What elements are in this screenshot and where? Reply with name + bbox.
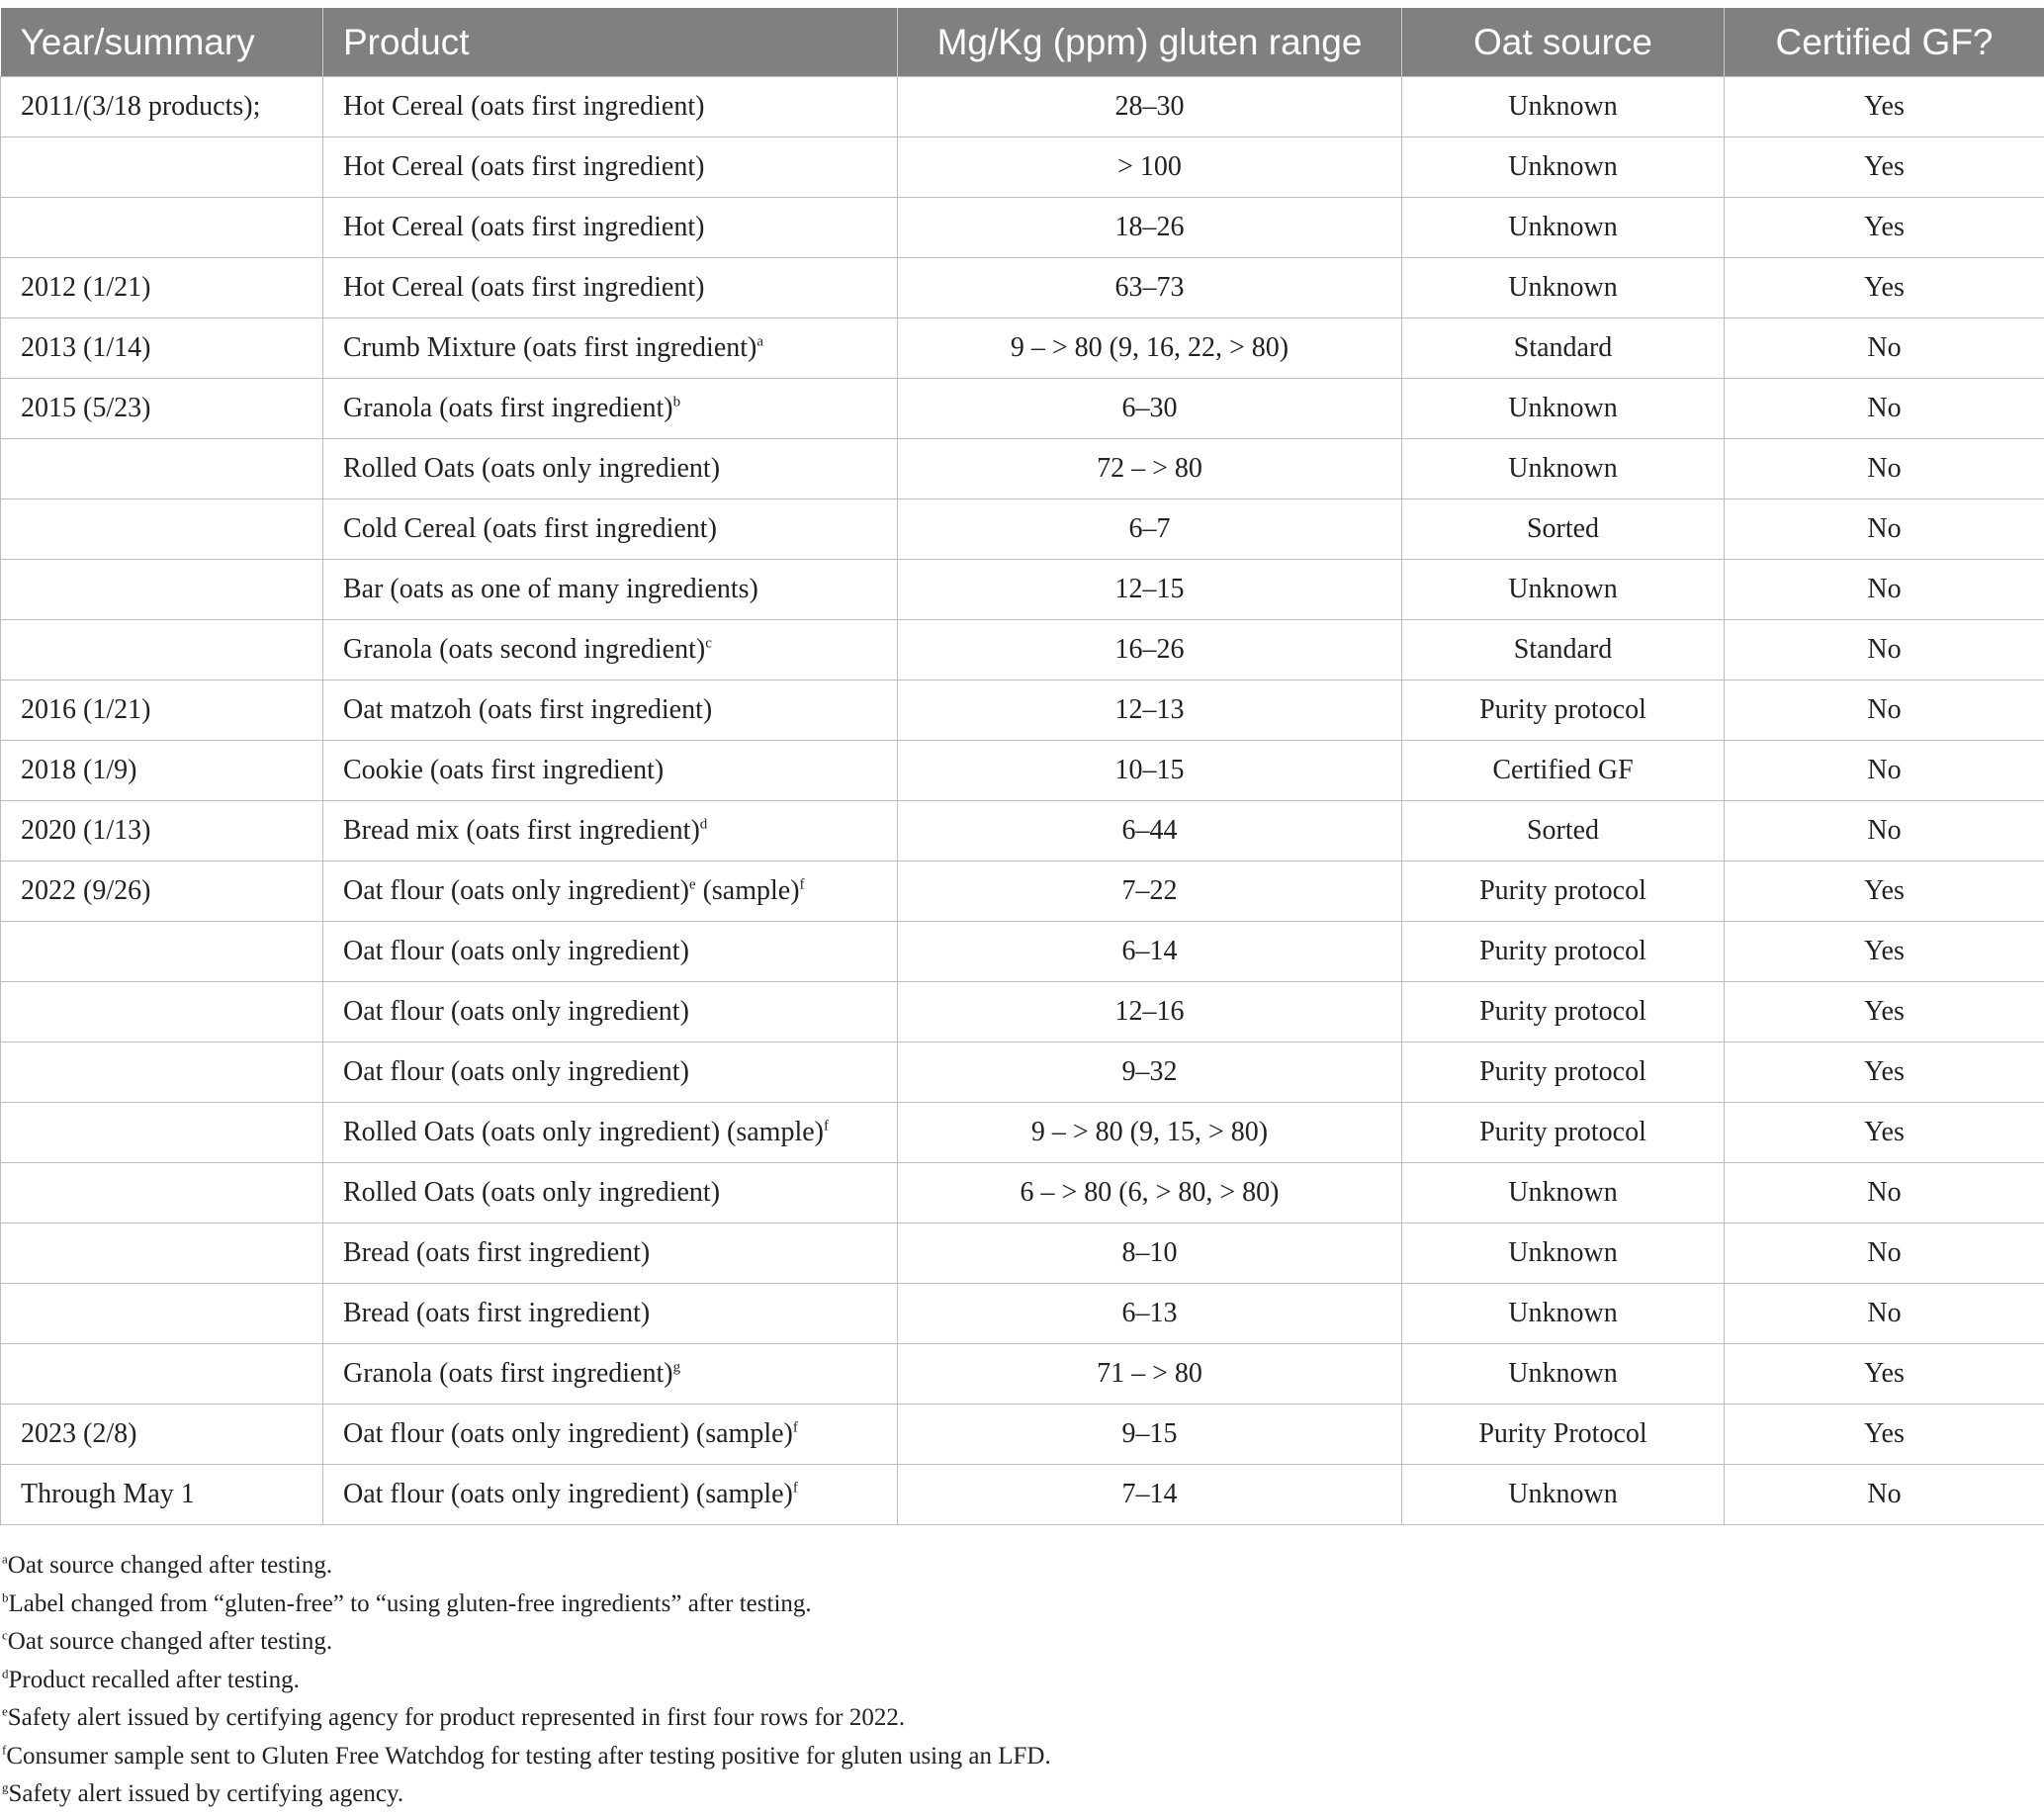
footnote <box>0 1699 2044 1738</box>
footnote <box>0 1623 2044 1662</box>
cell-gluten-range: 71 – > 80 <box>898 1344 1402 1405</box>
cell-oat-source: Purity protocol <box>1402 680 1725 741</box>
footnote-mark: f <box>800 877 805 893</box>
cell-year <box>1 1465 323 1525</box>
cell-oat-source: Unknown <box>1402 379 1725 439</box>
table-row <box>1 1103 2044 1163</box>
cell-product <box>323 1284 898 1344</box>
footnote-text: Consumer sample sent to Gluten Free Watchdog for testing after testing positive for gluten using an LFD. <box>6 1743 1050 1769</box>
footnote-letter: a <box>2 1552 8 1567</box>
cell-oat-source: Unknown <box>1402 1163 1725 1224</box>
cell-gluten-range: 12–15 <box>898 560 1402 620</box>
cell-product <box>323 198 898 258</box>
cell-gluten-range: 28–30 <box>898 77 1402 137</box>
table-row <box>1 680 2044 741</box>
header-row <box>1 8 2044 77</box>
table-row <box>1 198 2044 258</box>
cell-product <box>323 77 898 137</box>
cell-gluten-range: 7–14 <box>898 1465 1402 1525</box>
footnote-letter: b <box>2 1589 9 1604</box>
cell-certified: No <box>1725 318 2044 379</box>
product-text: Oat matzoh (oats first ingredient) <box>343 694 712 725</box>
product-text: Hot Cereal (oats first ingredient) <box>343 91 704 122</box>
cell-year <box>1 258 323 318</box>
footnote <box>0 1547 2044 1586</box>
header-gluten-range: Mg/Kg (ppm) gluten range <box>898 8 1402 77</box>
footnote-mark: e <box>689 877 696 893</box>
table-row <box>1 137 2044 198</box>
cell-oat-source: Unknown <box>1402 77 1725 137</box>
footnote-text: Safety alert issued by certifying agency. <box>9 1780 404 1807</box>
table-row <box>1 318 2044 379</box>
table-row <box>1 1224 2044 1284</box>
cell-certified: Yes <box>1725 1344 2044 1405</box>
cell-certified: Yes <box>1725 982 2044 1043</box>
product-text: Oat flour (oats only ingredient) <box>343 996 689 1027</box>
cell-oat-source: Unknown <box>1402 1224 1725 1284</box>
cell-year <box>1 1043 323 1103</box>
cell-oat-source: Purity Protocol <box>1402 1405 1725 1465</box>
cell-product <box>323 439 898 499</box>
footnote-mark: f <box>793 1420 798 1436</box>
cell-certified: No <box>1725 680 2044 741</box>
cell-product <box>323 680 898 741</box>
cell-year <box>1 1405 323 1465</box>
cell-year <box>1 198 323 258</box>
cell-product <box>323 379 898 439</box>
footnote-letter: f <box>2 1742 6 1757</box>
table-row <box>1 862 2044 922</box>
cell-year <box>1 439 323 499</box>
footnote <box>0 1775 2044 1814</box>
cell-product <box>323 499 898 560</box>
cell-oat-source: Purity protocol <box>1402 1103 1725 1163</box>
footnote-text: Label changed from “gluten-free” to “using gluten-free ingredients” after testing. <box>9 1590 812 1617</box>
cell-gluten-range: 9 – > 80 (9, 15, > 80) <box>898 1103 1402 1163</box>
table-row <box>1 379 2044 439</box>
product-text: Hot Cereal (oats first ingredient) <box>343 151 704 182</box>
cell-year <box>1 801 323 862</box>
cell-product <box>323 801 898 862</box>
cell-certified: No <box>1725 499 2044 560</box>
cell-oat-source: Unknown <box>1402 1344 1725 1405</box>
cell-certified: Yes <box>1725 198 2044 258</box>
cell-gluten-range: 8–10 <box>898 1224 1402 1284</box>
cell-gluten-range: 72 – > 80 <box>898 439 1402 499</box>
cell-product <box>323 1224 898 1284</box>
cell-oat-source: Certified GF <box>1402 741 1725 801</box>
cell-certified: No <box>1725 439 2044 499</box>
cell-oat-source: Unknown <box>1402 560 1725 620</box>
cell-gluten-range: 9 – > 80 (9, 16, 22, > 80) <box>898 318 1402 379</box>
year-text: 2013 (1/14) <box>21 332 150 363</box>
cell-year <box>1 1284 323 1344</box>
cell-certified: Yes <box>1725 922 2044 982</box>
footnote-mark: b <box>673 395 681 410</box>
cell-certified: No <box>1725 801 2044 862</box>
cell-product <box>323 922 898 982</box>
product-text: Bread (oats first ingredient) <box>343 1237 650 1268</box>
cell-certified: No <box>1725 1465 2044 1525</box>
cell-year <box>1 379 323 439</box>
cell-year <box>1 1163 323 1224</box>
cell-certified: Yes <box>1725 137 2044 198</box>
cell-product <box>323 560 898 620</box>
header-oat-source: Oat source <box>1402 8 1725 77</box>
product-text: Bread mix (oats first ingredient) <box>343 815 700 846</box>
cell-year <box>1 1344 323 1405</box>
cell-oat-source: Unknown <box>1402 258 1725 318</box>
cell-year <box>1 560 323 620</box>
cell-certified: Yes <box>1725 77 2044 137</box>
product-text: Oat flour (oats only ingredient) <box>343 1056 689 1087</box>
cell-gluten-range: 6–13 <box>898 1284 1402 1344</box>
cell-gluten-range: 12–16 <box>898 982 1402 1043</box>
table-row <box>1 922 2044 982</box>
gluten-table <box>0 8 2044 1525</box>
cell-oat-source: Unknown <box>1402 198 1725 258</box>
year-text: 2023 (2/8) <box>21 1418 136 1449</box>
header-year: Year/summary <box>1 8 323 77</box>
product-text: Granola (oats first ingredient) <box>343 1358 673 1389</box>
cell-oat-source: Unknown <box>1402 439 1725 499</box>
table-row <box>1 258 2044 318</box>
cell-certified: Yes <box>1725 1103 2044 1163</box>
product-text: Oat flour (oats only ingredient) <box>343 875 689 906</box>
cell-year <box>1 620 323 680</box>
product-text: Rolled Oats (oats only ingredient) <box>343 1177 720 1208</box>
table-row <box>1 620 2044 680</box>
table-row <box>1 1163 2044 1224</box>
cell-product <box>323 620 898 680</box>
footnote <box>0 1738 2044 1776</box>
cell-oat-source: Standard <box>1402 620 1725 680</box>
cell-oat-source: Unknown <box>1402 137 1725 198</box>
table-row <box>1 499 2044 560</box>
cell-certified: No <box>1725 379 2044 439</box>
cell-oat-source: Sorted <box>1402 801 1725 862</box>
cell-year <box>1 1224 323 1284</box>
table-row <box>1 1344 2044 1405</box>
footnote-mark: f <box>824 1119 829 1134</box>
gluten-table-wrapper <box>0 8 2044 1525</box>
table-row <box>1 439 2044 499</box>
cell-product <box>323 1344 898 1405</box>
table-row <box>1 77 2044 137</box>
year-text: 2011/(3/18 products); <box>21 91 260 122</box>
cell-certified: Yes <box>1725 1405 2044 1465</box>
product-text: Hot Cereal (oats first ingredient) <box>343 272 704 303</box>
product-text: Rolled Oats (oats only ingredient) <box>343 453 720 484</box>
cell-gluten-range: 63–73 <box>898 258 1402 318</box>
footnote-mark: a <box>756 334 763 350</box>
cell-gluten-range: 12–13 <box>898 680 1402 741</box>
footnote-text: Oat source changed after testing. <box>8 1628 332 1655</box>
cell-product <box>323 1163 898 1224</box>
cell-gluten-range: 9–15 <box>898 1405 1402 1465</box>
footnote-letter: c <box>2 1628 8 1643</box>
cell-year <box>1 982 323 1043</box>
year-text: 2022 (9/26) <box>21 875 150 906</box>
product-text: Bread (oats first ingredient) <box>343 1298 650 1328</box>
cell-year <box>1 862 323 922</box>
table-row <box>1 982 2044 1043</box>
cell-certified: Yes <box>1725 862 2044 922</box>
footnote-mark: c <box>705 636 712 652</box>
cell-gluten-range: 9–32 <box>898 1043 1402 1103</box>
footnote-letter: g <box>2 1780 9 1795</box>
cell-certified: No <box>1725 620 2044 680</box>
cell-oat-source: Purity protocol <box>1402 862 1725 922</box>
product-text: Cold Cereal (oats first ingredient) <box>343 513 717 544</box>
cell-year <box>1 318 323 379</box>
cell-certified: No <box>1725 1224 2044 1284</box>
product-text: Rolled Oats (oats only ingredient) (sample) <box>343 1117 824 1147</box>
product-text: Crumb Mixture (oats first ingredient) <box>343 332 756 363</box>
cell-year <box>1 922 323 982</box>
cell-gluten-range: 6–14 <box>898 922 1402 982</box>
year-text: 2012 (1/21) <box>21 272 150 303</box>
cell-gluten-range: 6–30 <box>898 379 1402 439</box>
product-text: Bar (oats as one of many ingredients) <box>343 574 758 604</box>
footnote-text: Safety alert issued by certifying agency for product represented in first four rows for 2022. <box>8 1704 905 1731</box>
table-row <box>1 1284 2044 1344</box>
cell-oat-source: Purity protocol <box>1402 922 1725 982</box>
footnote-mark: g <box>673 1360 681 1376</box>
cell-gluten-range: 10–15 <box>898 741 1402 801</box>
table-body <box>1 77 2044 1525</box>
cell-gluten-range: 6–44 <box>898 801 1402 862</box>
footnote <box>0 1662 2044 1700</box>
cell-gluten-range: 6 – > 80 (6, > 80, > 80) <box>898 1163 1402 1224</box>
cell-gluten-range: 7–22 <box>898 862 1402 922</box>
cell-product <box>323 318 898 379</box>
header-certified: Certified GF? <box>1725 8 2044 77</box>
cell-certified: No <box>1725 741 2044 801</box>
footnotes <box>0 1547 2044 1814</box>
cell-oat-source: Purity protocol <box>1402 1043 1725 1103</box>
table-row <box>1 1043 2044 1103</box>
table-row <box>1 801 2044 862</box>
table-row <box>1 560 2044 620</box>
year-text: 2020 (1/13) <box>21 815 150 846</box>
cell-product <box>323 1405 898 1465</box>
header-product: Product <box>323 8 898 77</box>
cell-gluten-range: 18–26 <box>898 198 1402 258</box>
cell-product <box>323 1465 898 1525</box>
cell-year <box>1 77 323 137</box>
table-row <box>1 1465 2044 1525</box>
product-text: Oat flour (oats only ingredient) <box>343 936 689 966</box>
year-text: Through May 1 <box>21 1479 195 1509</box>
cell-year <box>1 137 323 198</box>
product-text: Granola (oats first ingredient) <box>343 393 673 423</box>
footnote <box>0 1586 2044 1624</box>
table-row <box>1 741 2044 801</box>
cell-oat-source: Unknown <box>1402 1465 1725 1525</box>
cell-certified: No <box>1725 560 2044 620</box>
cell-oat-source: Standard <box>1402 318 1725 379</box>
cell-certified: No <box>1725 1163 2044 1224</box>
cell-oat-source: Unknown <box>1402 1284 1725 1344</box>
cell-year <box>1 1103 323 1163</box>
table-row <box>1 1405 2044 1465</box>
footnote-mark: d <box>700 817 708 833</box>
cell-product <box>323 1103 898 1163</box>
footnote-letter: d <box>2 1666 9 1680</box>
cell-certified: Yes <box>1725 1043 2044 1103</box>
cell-year <box>1 741 323 801</box>
cell-product <box>323 982 898 1043</box>
footnote-text: Oat source changed after testing. <box>8 1552 332 1579</box>
year-text: 2018 (1/9) <box>21 755 136 785</box>
cell-oat-source: Sorted <box>1402 499 1725 560</box>
cell-gluten-range: > 100 <box>898 137 1402 198</box>
product-text: Oat flour (oats only ingredient) (sample) <box>343 1418 793 1449</box>
cell-gluten-range: 16–26 <box>898 620 1402 680</box>
cell-product <box>323 1043 898 1103</box>
cell-product <box>323 741 898 801</box>
cell-year <box>1 499 323 560</box>
cell-year <box>1 680 323 741</box>
cell-product <box>323 862 898 922</box>
year-text: 2016 (1/21) <box>21 694 150 725</box>
year-text: 2015 (5/23) <box>21 393 150 423</box>
cell-certified: Yes <box>1725 258 2044 318</box>
product-text: Cookie (oats first ingredient) <box>343 755 664 785</box>
cell-product <box>323 137 898 198</box>
footnote-text: Product recalled after testing. <box>9 1667 300 1693</box>
product-extra-text: (sample) <box>696 875 800 906</box>
cell-gluten-range: 6–7 <box>898 499 1402 560</box>
footnote-letter: e <box>2 1704 8 1719</box>
product-text: Oat flour (oats only ingredient) (sample) <box>343 1479 793 1509</box>
footnote-mark: f <box>793 1481 798 1497</box>
product-text: Granola (oats second ingredient) <box>343 634 705 665</box>
cell-certified: No <box>1725 1284 2044 1344</box>
cell-product <box>323 258 898 318</box>
product-text: Hot Cereal (oats first ingredient) <box>343 212 704 242</box>
cell-oat-source: Purity protocol <box>1402 982 1725 1043</box>
